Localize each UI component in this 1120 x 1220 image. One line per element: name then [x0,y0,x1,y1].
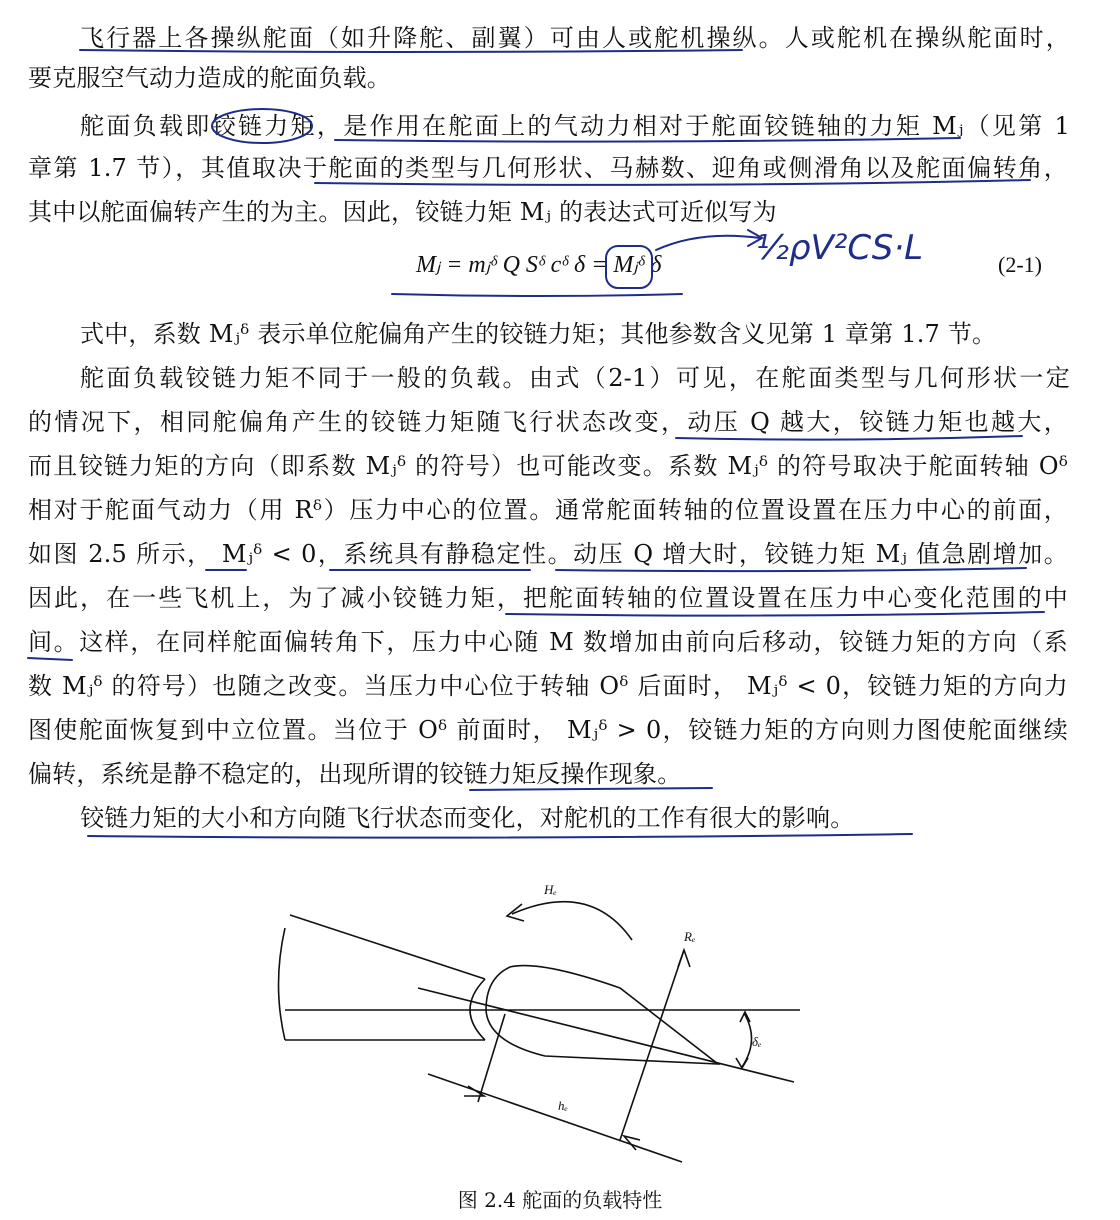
label-re-force: Rₑ [684,929,696,944]
text-line-2: 要克服空气动力造成的舵面负载。 [28,64,391,92]
label-he-arm: hₑ [558,1098,568,1113]
text-line-1: 飞行器上各操纵舵面（如升降舵、副翼）可由人或舵机操纵。人或舵机在操纵舵面时， [80,24,1070,52]
text-line-3: 舵面负载即铰链力矩，是作用在舵面上的气动力相对于舵面铰链轴的力矩 Mⱼ（见第 1 [80,112,1070,140]
text-line-16: 偏转，系统是静不稳定的，出现所谓的铰链力矩反操作现象。 [28,760,682,788]
text-line-11: 如图 2.5 所示， Mⱼᵟ < 0，系统具有静稳定性。动压 Q 增大时，铰链力矩 Mⱼ 值急剧增加。 [28,540,1068,568]
dimension-line [428,1074,682,1162]
text-line-6: 式中，系数 Mⱼᵟ 表示单位舵偏角产生的铰链力矩；其他参数含义见第 1 章第 1.7 节。 [80,320,997,348]
circle-annotation-1 [212,109,312,143]
elevator-surface [486,966,718,1064]
text-line-13: 间。这样，在同样舵面偏转角下，压力中心随 M 数增加由前向后移动，铰链力矩的方向（系 [28,628,1068,656]
underline-1 [80,50,742,52]
stabilizer-outline [279,915,486,1040]
underline-13 [28,658,72,660]
underline-11c [556,568,1026,571]
text-line-8: 的情况下，相同舵偏角产生的铰链力矩随飞行状态改变，动压 Q 越大，铰链力矩也越大， [28,408,1068,436]
underline-4 [315,180,1030,185]
label-delta-e: δₑ [752,1034,762,1049]
text-line-9: 而且铰链力矩的方向（即系数 Mⱼᵟ 的符号）也可能改变。系数 Mⱼᵟ 的符号取决于舵面转轴 Oᵟ [28,452,1068,480]
hinge-moment-arc [512,902,632,940]
underline-17 [88,834,912,838]
deflection-arrow-bottom [736,1058,748,1068]
figure-elevator-load [0,860,1120,1180]
eq-box-annotation [606,246,652,288]
equation: Mⱼ = mⱼᵟ Q Sᵟ cᵟ δ = Mⱼᵟ δ [416,252,662,278]
text-line-7: 舵面负载铰链力矩不同于一般的负载。由式（2-1）可见，在舵面类型与几何形状一定 [80,364,1070,392]
equation-number: (2-1) [998,252,1042,277]
resultant-line [620,950,684,1140]
underline-eq [392,294,682,296]
text-line-17: 铰链力矩的大小和方向随飞行状态而变化，对舵机的工作有很大的影响。 [80,804,855,832]
text-line-5: 其中以舵面偏转产生的为主。因此，铰链力矩 Mⱼ 的表达式可近似写为 [28,198,777,226]
underline-3 [335,138,960,142]
underline-16 [470,788,712,790]
underline-12 [506,612,1044,616]
handwritten-annotation: ½ρV²CS·L [756,228,924,268]
chord-line [418,988,794,1082]
text-line-14: 数 Mⱼᵟ 的符号）也随之改变。当压力中心位于转轴 Oᵟ 后面时， Mⱼᵟ < 0，铰链力矩的方向力 [28,672,1068,700]
deflection-arrow-top [740,1012,750,1022]
label-he-moment: Hₑ [544,882,557,897]
text-line-10: 相对于舵面气动力（用 Rᵟ）压力中心的位置。通常舵面转轴的位置设置在压力中心的前面， [28,496,1068,524]
text-line-4: 章第 1.7 节），其值取决于舵面的类型与几何形状、马赫数、迎角或侧滑角以及舵面偏转角， [28,154,1068,182]
underline-8 [676,436,1022,440]
figure-caption: 图 2.4 舵面的负载特性 [457,1188,663,1212]
arrow-annotation [656,236,760,250]
text-line-15: 图使舵面恢复到中立位置。当位于 Oᵟ 前面时， Mⱼᵟ > 0，铰链力矩的方向则力图使舵面继续 [28,716,1068,744]
text-line-12: 因此，在一些飞机上，为了减小铰链力矩，把舵面转轴的位置设置在压力中心变化范围的中 [28,584,1068,612]
